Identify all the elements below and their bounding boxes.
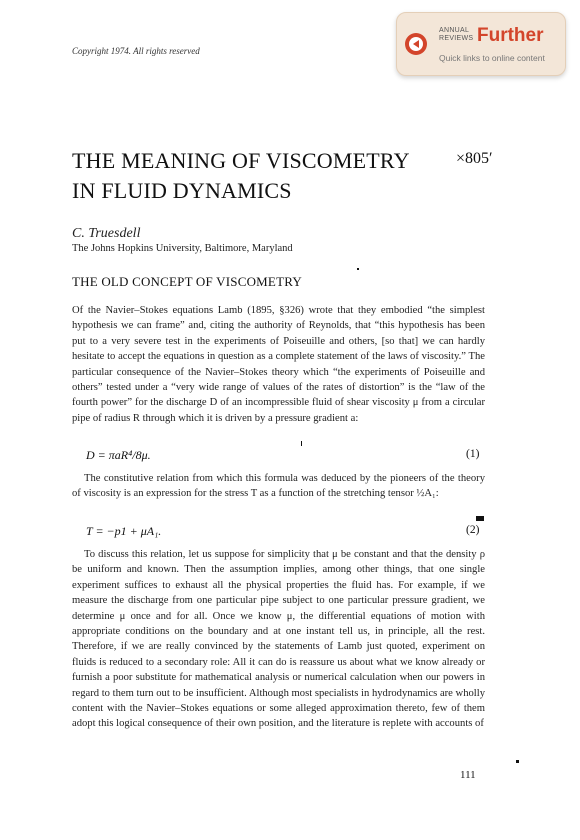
equation-number: (1) <box>466 448 480 460</box>
page-number: 111 <box>460 769 476 781</box>
equation: T = −p1 + μA₁. <box>86 524 162 538</box>
scan-speck <box>476 516 484 521</box>
page-code: ×805′ <box>456 150 493 167</box>
scan-speck <box>357 268 359 270</box>
body-paragraph: The constitutive relation from which this formula was deduced by the pioneers of the theory of viscosity is an expression for the stress T as a function of the stretching tensor ½A₁: <box>72 473 485 500</box>
body-paragraph: Of the Navier–Stokes equations Lamb (1895, §326) wrote that they embodied “the simplest hypothesis we can frame” and, citing the authority of Reynolds, that “this hypothesis has been put to a very severe test in the experiments of Poiseuille and others, [so that] we can hardly hesitate to accept the equations in question as a complete statement of the laws of viscosity.” The particular consequence of the Navier–Stokes theory which “the experiments of Poiseuille and others” tested under a “very wide range of values of the rates of distortion” is the “law of the fourth power” for the discharge D of an incompressible fluid of shear viscosity μ from a circular pipe of radius R through which it is driven by a pressure gradient a: <box>72 305 485 424</box>
scan-speck <box>301 441 302 446</box>
copyright-notice: Copyright 1974. All rights reserved <box>72 46 200 56</box>
scan-speck <box>516 760 519 763</box>
section-heading: THE OLD CONCEPT OF VISCOMETRY <box>72 274 302 289</box>
brand-label: ANNUAL REVIEWS <box>439 27 474 42</box>
body-paragraph: To discuss this relation, let us suppose for simplicity that μ be constant and that the density ρ be uniform and known. Then the assumption implies, among other things, that one single experiment suffices to exhaust all the physical properties the fluid has. For example, if we measure the discharge from one particular pipe subject to one particular pressure gradient, we determine μ once and for all. Once we know μ, the differential equations of motion with appropriate conditions on the boundary and at one instant tell us, in principle, all the rest. Therefore, if we are really convinced by the statements of Lamb just quoted, experiment on fluids is reduced to a secondary role: All it can do is reassure us about what we know already or furnish a poor substitute for mathematical analysis or numerical calculation when our powers in regard to them turn out to be insufficient. Although most specialists in hydrodynamics are wholly content with the Navier–Stokes equations or some alleged approximation thereto, few of them adopt this logical consequence of their own position, and the literature is replete with accounts of <box>72 549 485 730</box>
article-title: THE MEANING OF VISCOMETRY IN FLUID DYNAMICS <box>72 148 409 203</box>
annual-reviews-logo-icon <box>405 33 427 55</box>
further-wordmark: Further <box>477 25 544 46</box>
author-affiliation: The Johns Hopkins University, Baltimore, Maryland <box>72 243 293 254</box>
equation-number: (2) <box>466 524 480 536</box>
further-widget[interactable] <box>396 12 566 76</box>
equation: D = πaR⁴/8μ. <box>86 448 151 462</box>
further-tagline: Quick links to online content <box>439 53 545 63</box>
author-name: C. Truesdell <box>72 226 141 241</box>
